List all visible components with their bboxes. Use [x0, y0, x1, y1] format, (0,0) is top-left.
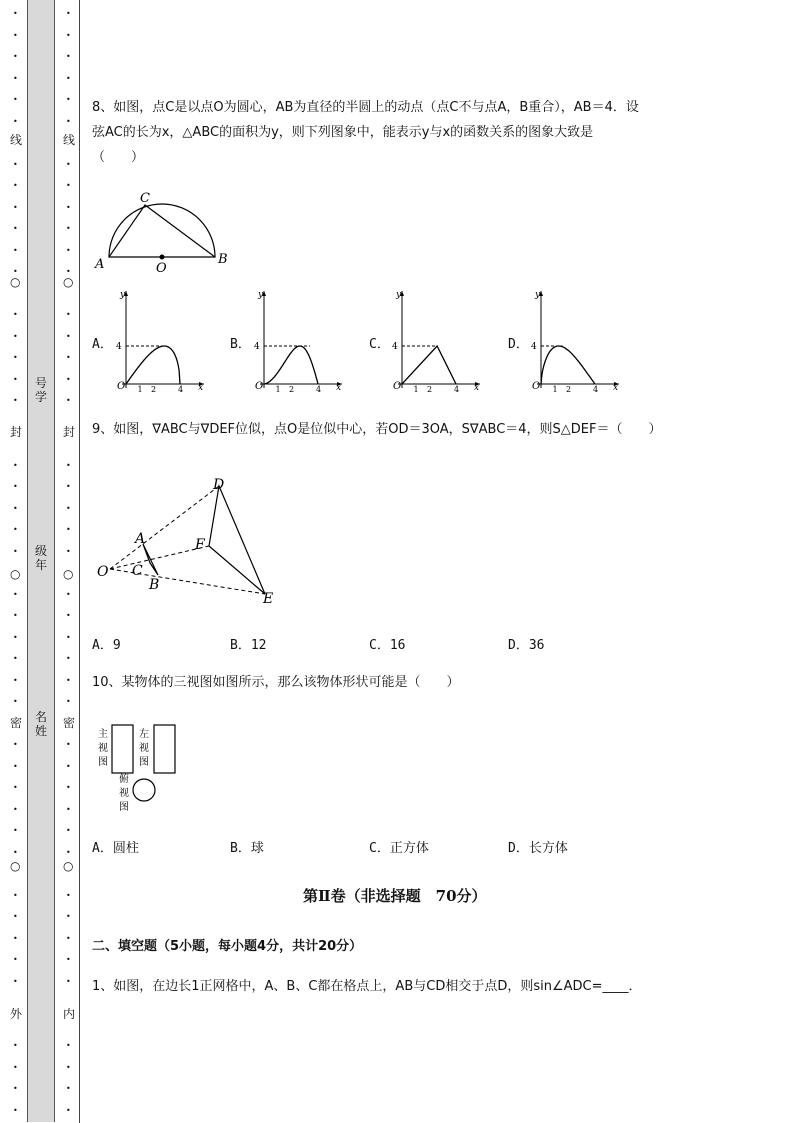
binding-dot: •	[66, 976, 71, 986]
binding-dot: •	[66, 761, 71, 771]
inner-label-xian: 线	[62, 133, 75, 147]
q10-option-d: D．长方体	[508, 841, 568, 856]
binding-dot: •	[13, 761, 18, 771]
binding-dot: •	[13, 460, 18, 470]
q9-option-d: D．36	[508, 638, 545, 653]
y-label: y	[535, 290, 541, 300]
binding-dot: •	[66, 73, 71, 83]
binding-dot: •	[66, 202, 71, 212]
binding-dot: •	[66, 546, 71, 556]
binding-dot: •	[13, 202, 18, 212]
q9-label-a: A	[135, 531, 146, 547]
q10-question: 10、某物体的三视图如图所示，那么该物体形状可能是（ ）	[92, 675, 460, 690]
binding-dot: •	[13, 245, 18, 255]
outer-label-mi: 密	[9, 716, 22, 730]
binding-dot: •	[13, 740, 18, 749]
binding-dot: •	[66, 503, 71, 513]
binding-dot: •	[13, 159, 18, 169]
binding-dot: •	[13, 912, 18, 921]
x-label: x	[474, 383, 480, 393]
y-label: y	[258, 290, 264, 300]
binding-circle: ○	[63, 859, 74, 873]
binding-dot: •	[13, 503, 18, 513]
q9-label-f: F	[195, 537, 205, 553]
binding-dot: •	[66, 632, 71, 642]
binding-dot: •	[66, 955, 71, 964]
binding-dot: •	[66, 525, 71, 534]
binding-dot: •	[66, 826, 71, 835]
y-tick-4: 4	[254, 342, 260, 352]
binding-dot: •	[66, 267, 71, 276]
x-tick-1: 1	[413, 385, 419, 393]
binding-dot: •	[13, 224, 18, 233]
binding-dot: •	[13, 632, 18, 642]
binding-dot: •	[13, 331, 18, 341]
svg-text:主: 主	[98, 729, 108, 740]
binding-dot: •	[13, 525, 18, 534]
binding-dot: •	[13, 396, 18, 405]
binding-dot: •	[66, 245, 71, 255]
part2-section-heading: 二、填空题（5小题，每小题4分，共计20分）	[92, 939, 363, 954]
binding-dot: •	[13, 546, 18, 556]
binding-dot: •	[66, 331, 71, 341]
q9-label-c: C	[132, 563, 143, 579]
q8-option-a: A．	[92, 337, 113, 352]
front-view-rect	[112, 725, 133, 773]
q8-semicircle-figure	[90, 186, 240, 278]
q8-graph-c	[388, 287, 484, 393]
y-tick-4: 4	[531, 342, 537, 352]
svg-text:图: 图	[119, 802, 129, 813]
q9-label-b: B	[149, 577, 160, 593]
binding-dot: •	[13, 826, 18, 835]
binding-dot: •	[66, 1041, 71, 1050]
binding-dot: •	[66, 116, 71, 126]
binding-dot: •	[66, 482, 71, 491]
q9-question: 9、如图，∇ABC与∇DEF位似，点O是位似中心，若OD＝3OA，S∇ABC＝4，则S△DEF＝（ ）	[92, 422, 662, 437]
binding-dot: •	[13, 310, 18, 319]
field-grade: 级年	[34, 544, 47, 572]
q9-label-o: O	[97, 564, 109, 580]
x-label: x	[336, 383, 342, 393]
binding-dot: •	[13, 783, 18, 792]
q8-option-b: B．	[230, 337, 251, 352]
binding-dot: •	[13, 847, 18, 857]
binding-dot: •	[13, 589, 18, 599]
q8-graph-d	[527, 287, 623, 393]
origin-label: O	[393, 381, 402, 392]
binding-dot: •	[66, 52, 71, 61]
y-tick-4: 4	[116, 342, 122, 352]
x-tick-4: 4	[454, 385, 460, 393]
binding-dot: •	[66, 740, 71, 749]
q10-option-a: A．圆柱	[92, 841, 139, 856]
binding-dot: •	[13, 1084, 18, 1093]
q8-line3: （ ）	[92, 150, 145, 165]
x-tick-1: 1	[552, 385, 558, 393]
x-tick-2: 2	[566, 385, 572, 393]
x-label: x	[613, 383, 619, 393]
binding-dot: •	[13, 654, 18, 663]
binding-dot: •	[66, 589, 71, 599]
binding-dot: •	[13, 804, 18, 814]
binding-circle: ○	[10, 567, 21, 581]
q9-option-b: B．12	[230, 638, 267, 653]
q10-option-c: C．正方体	[369, 841, 429, 856]
field-name: 名姓	[34, 710, 47, 738]
function-lines	[402, 346, 456, 384]
binding-dot: •	[13, 9, 18, 18]
q8-option-c: C．	[369, 337, 390, 352]
q8-label-a: A	[95, 257, 105, 272]
origin-label: O	[117, 381, 126, 392]
binding-dot: •	[66, 611, 71, 620]
binding-dot: •	[13, 482, 18, 491]
binding-dot: •	[66, 847, 71, 857]
binding-dot: •	[66, 181, 71, 190]
binding-dot: •	[13, 1041, 18, 1050]
q9-option-c: C．16	[369, 638, 406, 653]
q8-label-b: B	[218, 252, 228, 267]
binding-circle: ○	[10, 275, 21, 289]
outer-label-xian: 线	[9, 133, 22, 147]
binding-dot: •	[66, 353, 71, 362]
binding-dot: •	[13, 890, 18, 900]
binding-circle: ○	[63, 567, 74, 581]
binding-dot: •	[66, 460, 71, 470]
q10-option-b: B．球	[230, 841, 264, 856]
q9-option-a: A．9	[92, 638, 121, 653]
binding-dot: •	[66, 224, 71, 233]
binding-dot: •	[66, 890, 71, 900]
svg-text:视: 视	[98, 743, 108, 754]
binding-dot: •	[66, 374, 71, 384]
binding-dot: •	[13, 374, 18, 384]
binding-dot: •	[66, 310, 71, 319]
function-curve	[264, 346, 318, 384]
svg-text:左: 左	[139, 729, 149, 740]
binding-dot: •	[66, 933, 71, 943]
binding-dot: •	[66, 9, 71, 18]
top-view-circle	[133, 779, 155, 801]
binding-dot: •	[66, 697, 71, 706]
binding-dot: •	[66, 396, 71, 405]
q10-three-views	[95, 720, 185, 815]
binding-dot: •	[13, 116, 18, 126]
binding-dot: •	[13, 1062, 18, 1072]
function-curve	[126, 346, 180, 384]
side-view-rect	[154, 725, 175, 773]
inner-label-mi: 密	[62, 716, 75, 730]
svg-text:视: 视	[139, 743, 149, 754]
x-tick-1: 1	[137, 385, 143, 393]
q9-homothety-figure	[92, 472, 287, 607]
binding-dot: •	[13, 267, 18, 276]
margin-rule	[79, 0, 80, 1123]
x-tick-2: 2	[151, 385, 157, 393]
function-curve	[541, 346, 595, 384]
part2-title: 第Ⅱ卷（非选择题 70分）	[303, 887, 487, 905]
binding-dot: •	[66, 30, 71, 40]
binding-dot: •	[13, 73, 18, 83]
field-student-number: 号学	[34, 376, 47, 404]
q8-graph-b	[250, 287, 346, 393]
binding-dot: •	[13, 353, 18, 362]
svg-text:图: 图	[139, 757, 149, 768]
inner-label-nei: 内	[62, 1007, 75, 1021]
binding-dot: •	[13, 95, 18, 104]
binding-dot: •	[66, 804, 71, 814]
q8-label-o: O	[156, 261, 167, 276]
binding-dot: •	[13, 976, 18, 986]
outer-label-wai: 外	[9, 1007, 22, 1021]
binding-dot: •	[13, 1105, 18, 1115]
x-tick-2: 2	[427, 385, 433, 393]
y-tick-4: 4	[392, 342, 398, 352]
origin-label: O	[255, 381, 264, 392]
svg-text:视: 视	[119, 788, 129, 799]
q8-label-c: C	[140, 191, 150, 206]
binding-dot: •	[13, 955, 18, 964]
q8-graph-a	[112, 287, 208, 393]
q8-line2: 弦AC的长为x，△ABC的面积为y，则下列图象中，能表示y与x的函数关系的图象大致是	[92, 125, 594, 140]
q9-label-d: D	[213, 477, 225, 493]
x-tick-1: 1	[275, 385, 281, 393]
binding-dot: •	[13, 933, 18, 943]
part2-q1: 1、如图，在边长1正网格中，A、B、C都在格点上，AB与CD相交于点D，则sin∠ADC=____．	[92, 979, 642, 994]
q8-option-d: D．	[508, 337, 529, 352]
origin-label: O	[532, 381, 541, 392]
q9-label-e: E	[263, 591, 274, 607]
x-tick-2: 2	[289, 385, 295, 393]
svg-text:图: 图	[98, 757, 108, 768]
x-tick-4: 4	[593, 385, 599, 393]
binding-dot: •	[66, 783, 71, 792]
binding-dot: •	[66, 159, 71, 169]
binding-dot: •	[66, 95, 71, 104]
x-tick-4: 4	[316, 385, 322, 393]
y-label: y	[120, 290, 126, 300]
svg-text:俯: 俯	[119, 774, 129, 785]
binding-dot: •	[13, 52, 18, 61]
binding-circle: ○	[63, 275, 74, 289]
binding-circle: ○	[10, 859, 21, 873]
binding-dot: •	[66, 654, 71, 663]
binding-dot: •	[66, 912, 71, 921]
x-label: x	[198, 383, 204, 393]
outer-label-feng: 封	[9, 425, 22, 439]
binding-dot: •	[13, 697, 18, 706]
binding-dot: •	[13, 30, 18, 40]
binding-dot: •	[13, 611, 18, 620]
binding-dot: •	[66, 1062, 71, 1072]
binding-dot: •	[66, 1084, 71, 1093]
binding-dot: •	[13, 675, 18, 685]
inner-label-feng: 封	[62, 425, 75, 439]
binding-dot: •	[66, 1105, 71, 1115]
binding-dot: •	[13, 181, 18, 190]
x-tick-4: 4	[178, 385, 184, 393]
binding-dot: •	[66, 675, 71, 685]
y-label: y	[396, 290, 402, 300]
q8-line1: 8、如图，点C是以点O为圆心，AB为直径的半圆上的动点（点C不与点A，B重合），AB＝4．设	[92, 100, 639, 115]
